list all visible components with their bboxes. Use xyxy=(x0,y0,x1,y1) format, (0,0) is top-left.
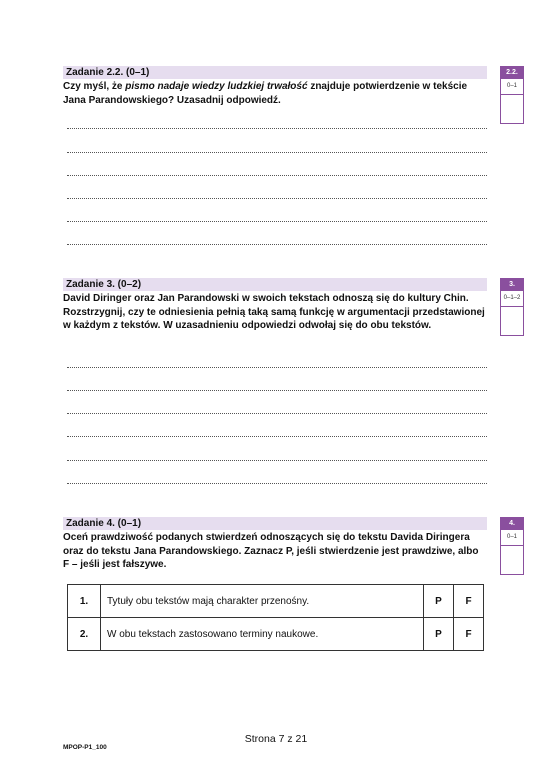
answer-line[interactable] xyxy=(67,367,487,368)
question-text: znajduje potwierdzenie w tekście Jana Parandowskiego? Uzasadnij odpowiedź. xyxy=(63,81,468,106)
option-f[interactable]: F xyxy=(454,585,484,618)
score-field[interactable] xyxy=(500,307,524,336)
answer-line[interactable] xyxy=(67,175,487,176)
score-box-3 xyxy=(500,278,524,336)
answer-line[interactable] xyxy=(67,128,487,129)
score-task-number: 3. xyxy=(500,278,524,291)
answer-line[interactable] xyxy=(67,460,487,461)
task-header: Zadanie 4. (0–1) xyxy=(63,517,487,530)
table-row xyxy=(68,585,484,618)
score-field[interactable] xyxy=(500,546,524,575)
score-points: 0–1–2 xyxy=(500,291,524,307)
question-text: Czy myśl, że xyxy=(63,81,126,92)
score-task-number: 4. xyxy=(500,517,524,530)
score-points: 0–1 xyxy=(500,79,524,95)
task-2-2 xyxy=(63,66,487,107)
document-code: MPOP-P1_100 xyxy=(63,744,107,751)
question-quote: pismo nadaje wiedzy ludzkiej trwałość xyxy=(125,81,308,92)
page-number: Strona 7 z 21 xyxy=(244,733,308,745)
score-task-number: 2.2. xyxy=(500,66,524,79)
option-f[interactable]: F xyxy=(454,618,484,651)
answer-line[interactable] xyxy=(67,198,487,199)
answer-line[interactable] xyxy=(67,152,487,153)
task-header: Zadanie 3. (0–2) xyxy=(63,278,487,291)
task-header: Zadanie 2.2. (0–1) xyxy=(63,66,487,79)
score-box-4 xyxy=(500,517,524,575)
score-field[interactable] xyxy=(500,95,524,124)
answer-line[interactable] xyxy=(67,390,487,391)
answer-line[interactable] xyxy=(67,244,487,245)
task-4 xyxy=(63,517,487,572)
score-box-2-2 xyxy=(500,66,524,124)
table-row xyxy=(68,618,484,651)
statement-text: W obu tekstach zastosowano terminy naukowe. xyxy=(101,618,424,651)
score-points: 0–1 xyxy=(500,530,524,546)
answer-line[interactable] xyxy=(67,483,487,484)
task-question: Oceń prawdziwość podanych stwierdzeń odnoszących się do tekstu Davida Diringera oraz do tekstu Jana Parandowskiego. Zaznacz P, jeśli stwierdzenie jest prawdziwe, albo F – jeśli jest fałszywe. xyxy=(63,532,479,570)
task-question: David Diringer oraz Jan Parandowski w swoich tekstach odnoszą się do kultury Chin. Rozstrzygnij, czy te odniesienia pełnią taką samą funkcję w argumentacji przedstawionej w każdym z tekstów. W uzasadnieniu odpowiedzi odwołaj się do obu tekstów. xyxy=(63,293,485,331)
statement-text: Tytuły obu tekstów mają charakter przenośny. xyxy=(101,585,424,618)
true-false-table xyxy=(67,584,484,651)
answer-line[interactable] xyxy=(67,221,487,222)
row-number: 1. xyxy=(68,585,101,618)
task-3 xyxy=(63,278,487,333)
option-p[interactable]: P xyxy=(424,618,454,651)
row-number: 2. xyxy=(68,618,101,651)
task-question xyxy=(63,80,487,107)
answer-line[interactable] xyxy=(67,436,487,437)
answer-line[interactable] xyxy=(67,413,487,414)
option-p[interactable]: P xyxy=(424,585,454,618)
